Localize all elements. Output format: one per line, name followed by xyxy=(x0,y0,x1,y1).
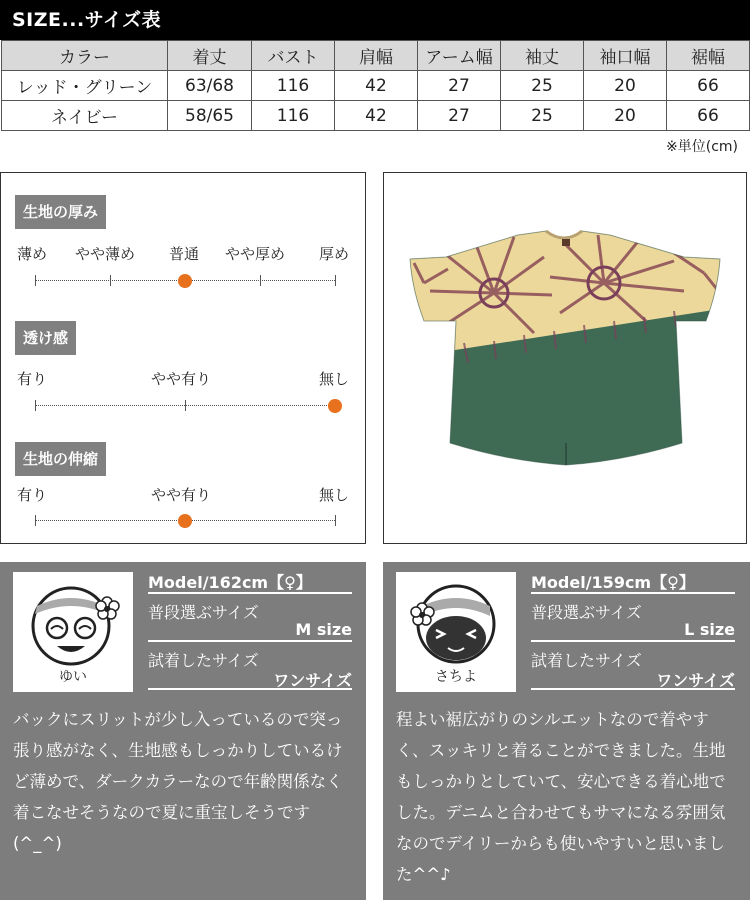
table-cell: 25 xyxy=(501,101,584,131)
scale-label: 有り xyxy=(17,370,48,388)
table-cell: 66 xyxy=(667,101,750,131)
transparency-labels xyxy=(17,368,355,390)
model-comment: バックにスリットが少し入っているので突っ張り感がなく、生地感もしっかりしているけど薄めで、ダークカラーなので年齢関係なく着こなせそうなので夏に重宝しそうです(^_^) xyxy=(13,710,343,853)
table-cell: 25 xyxy=(501,71,584,101)
stretch-scale xyxy=(35,520,335,521)
scale-tick xyxy=(35,275,36,286)
size-chart-title: SIZE...サイズ表 xyxy=(0,0,750,40)
thickness-header: 生地の厚み xyxy=(15,195,106,229)
tried-size-label: 試着したサイズ xyxy=(148,651,259,670)
model-info xyxy=(148,570,352,690)
scale-tick xyxy=(35,400,36,411)
tried-size-value: ワンサイズ xyxy=(148,668,352,690)
thickness-scale xyxy=(35,280,335,281)
tried-size-value: ワンサイズ xyxy=(531,668,735,690)
column-header: 着丈 xyxy=(168,41,252,71)
table-cell: 116 xyxy=(252,101,335,131)
scale-label: 普通 xyxy=(169,245,200,263)
model-panel-sachiyo xyxy=(383,562,750,900)
scale-tick xyxy=(110,275,111,286)
scale-label: やや有り xyxy=(151,370,212,388)
table-cell: 27 xyxy=(418,101,501,131)
table-cell: 42 xyxy=(335,71,418,101)
scale-tick xyxy=(335,515,336,526)
table-cell: 116 xyxy=(252,71,335,101)
tshirt-image xyxy=(384,173,746,543)
column-header: アーム幅 xyxy=(418,41,501,71)
table-cell: 20 xyxy=(584,71,667,101)
column-header: 袖丈 xyxy=(501,41,584,71)
table-cell: 27 xyxy=(418,71,501,101)
stretch-indicator-dot xyxy=(178,514,192,528)
table-row xyxy=(2,101,750,131)
table-cell: 42 xyxy=(335,101,418,131)
product-photo-panel xyxy=(383,172,747,544)
table-cell: ネイビー xyxy=(2,101,168,131)
unit-note: ※単位(cm) xyxy=(666,139,738,155)
model-height: Model/162cm【♀】 xyxy=(148,570,352,594)
column-header: 裾幅 xyxy=(667,41,750,71)
transparency-scale xyxy=(35,405,335,406)
column-header: カラー xyxy=(2,41,168,71)
thickness-indicator-dot xyxy=(178,274,192,288)
size-table xyxy=(1,40,750,131)
column-header: 袖口幅 xyxy=(584,41,667,71)
usual-size-label: 普段選ぶサイズ xyxy=(148,603,259,622)
scale-tick xyxy=(335,275,336,286)
avatar xyxy=(13,572,133,692)
avatar-name: ゆい xyxy=(59,669,87,685)
scale-label: 無し xyxy=(319,370,350,388)
fabric-properties-panel xyxy=(0,172,366,544)
stretch-labels xyxy=(17,484,355,506)
scale-tick xyxy=(260,275,261,286)
table-cell: 66 xyxy=(667,71,750,101)
scale-label: 厚め xyxy=(319,245,350,263)
table-header-row xyxy=(2,41,750,71)
model-height: Model/159cm【♀】 xyxy=(531,570,735,594)
usual-size-label: 普段選ぶサイズ xyxy=(531,603,642,622)
usual-size-value: M size xyxy=(148,620,352,642)
scale-label: 有り xyxy=(17,486,48,504)
usual-size-value: L size xyxy=(531,620,735,642)
scale-label: やや有り xyxy=(151,486,212,504)
scale-tick xyxy=(185,400,186,411)
table-cell: レッド・グリーン xyxy=(2,71,168,101)
scale-label: 薄め xyxy=(17,245,48,263)
table-cell: 63/68 xyxy=(168,71,252,101)
model-comment: 程よい裾広がりのシルエットなので着やすく、スッキリと着ることができました。生地もしっかりとしていて、安心できる着心地でした。デニムと合わせてもサマになる雰囲気なのでデイリーからも使いやすいと思いました^^♪ xyxy=(396,710,726,884)
model-info xyxy=(531,570,735,690)
stretch-header: 生地の伸縮 xyxy=(15,442,106,476)
column-header: バスト xyxy=(252,41,335,71)
thickness-labels xyxy=(17,243,355,265)
column-header: 肩幅 xyxy=(335,41,418,71)
avatar xyxy=(396,572,516,692)
scale-label: 無し xyxy=(319,486,350,504)
table-cell: 20 xyxy=(584,101,667,131)
transparency-indicator-dot xyxy=(328,399,342,413)
model-panel-yui xyxy=(0,562,366,900)
scale-label: やや厚め xyxy=(225,245,286,263)
table-row xyxy=(2,71,750,101)
avatar-name: さちよ xyxy=(435,669,477,685)
scale-tick xyxy=(35,515,36,526)
table-cell: 58/65 xyxy=(168,101,252,131)
transparency-header: 透け感 xyxy=(15,321,76,355)
scale-label: やや薄め xyxy=(75,245,136,263)
tried-size-label: 試着したサイズ xyxy=(531,651,642,670)
